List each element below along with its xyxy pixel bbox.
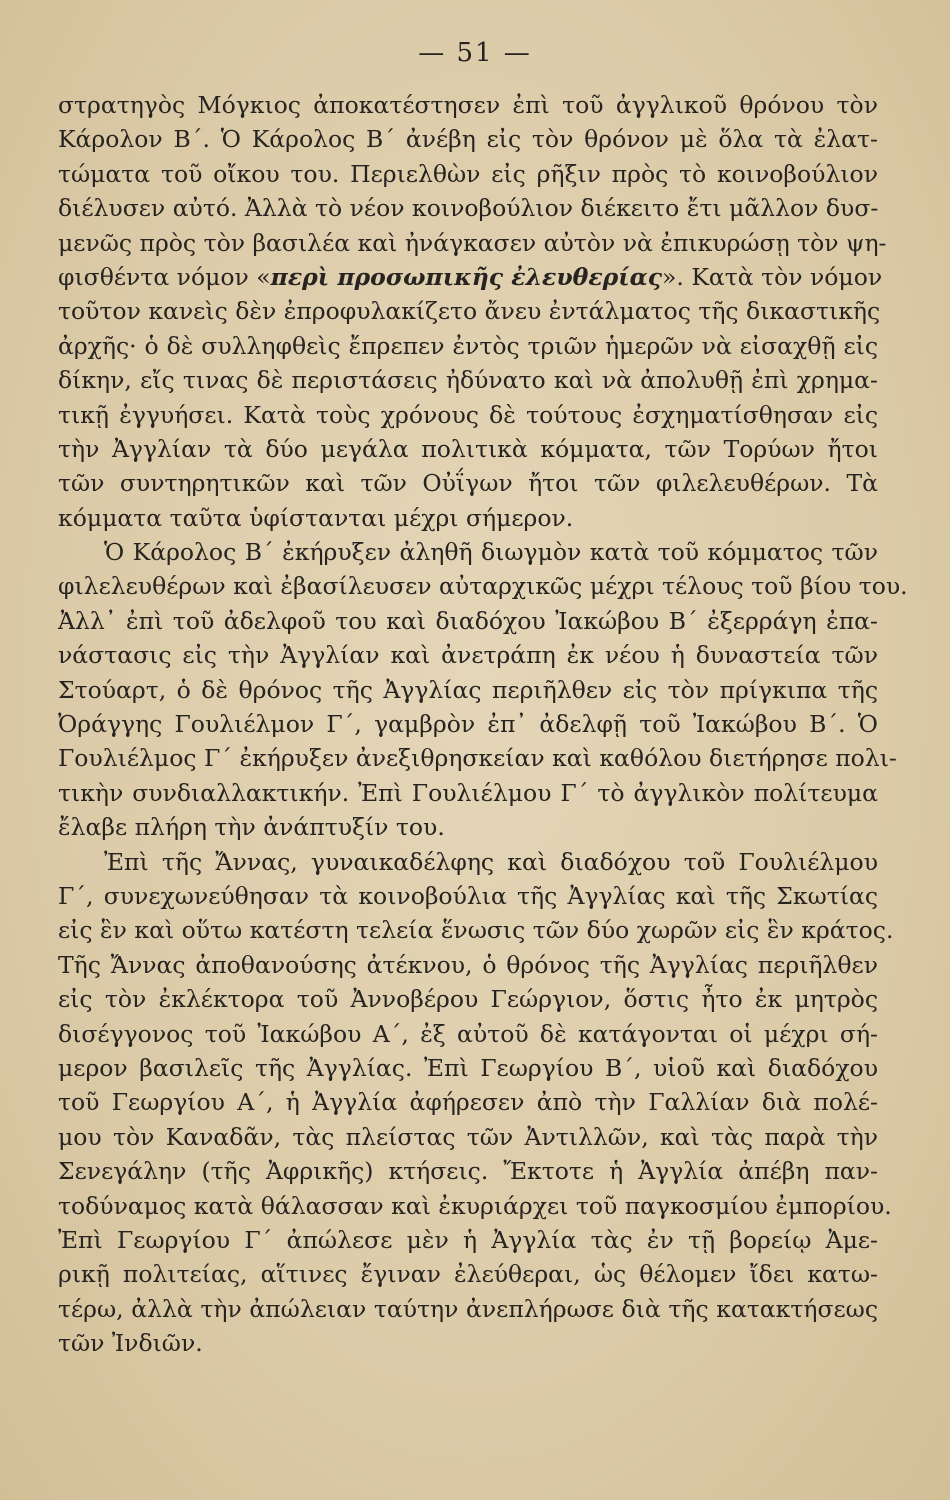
text-line: Γουλιέλμος Γ΄ ἐκήρυξεν ἀνεξιθρησκείαν καὶ καθόλου διετήρησε πολι-	[58, 744, 897, 773]
text-line: μενῶς πρὸς τὸν βασιλέα καὶ ἠνάγκασεν αὐτὸν νὰ ἐπικυρώσῃ τὸν ψη-	[58, 228, 887, 257]
text-line: Γ΄, συνεχωνεύθησαν τὰ κοινοβούλια τῆς Ἀγγλίας καὶ τῆς Σκωτίας	[58, 881, 878, 910]
text-line: φιλελευθέρων καὶ ἐβασίλευσεν αὐταρχικῶς μέχρι τέλους τοῦ βίου του.	[58, 572, 908, 601]
text-fragment: φισθέντα νόμον «	[58, 262, 271, 291]
text-line: Σενεγάλην (τῆς Ἀφρικῆς) κτήσεις. Ἔκτοτε ἡ Ἀγγλία ἀπέβη παν-	[58, 1157, 878, 1186]
text-line: τοῦτον κανεὶς δὲν ἐπροφυλακίζετο ἄνευ ἐντάλματος τῆς δικαστικῆς	[58, 297, 881, 326]
text-line: τῶν Ἰνδιῶν.	[58, 1329, 203, 1358]
paragraph-3	[58, 845, 894, 1361]
text-line: τικὴν συνδιαλλακτικήν. Ἐπὶ Γουλιέλμου Γ΄ τὸ ἀγγλικὸν πολίτευμα	[58, 778, 878, 807]
text-line: εἰς ἓν καὶ οὕτω κατέστη τελεία ἕνωσις τῶν δύο χωρῶν εἰς ἓν κράτος.	[58, 916, 894, 945]
text-line: Ὀράγγης Γουλιέλμον Γ΄, γαμβρὸν ἐπ᾿ ἀδελφῇ τοῦ Ἰακώβου Β΄. Ὁ	[58, 710, 878, 739]
text-line: Ἐπὶ Γεωργίου Γ΄ ἀπώλεσε μὲν ἡ Ἀγγλία τὰς ἐν τῇ βορείῳ Ἀμε-	[58, 1225, 878, 1254]
text-line: τέρω, ἀλλὰ τὴν ἀπώλειαν ταύτην ἀνεπλήρωσε διὰ τῆς κατακτήσεως	[58, 1294, 878, 1323]
text-line: Ἐπὶ τῆς Ἄννας, γυναικαδέλφης καὶ διαδόχου τοῦ Γουλιέλμου	[104, 847, 878, 876]
text-line: δισέγγονος τοῦ Ἰακώβου Α΄, ἐξ αὐτοῦ δὲ κατάγονται οἱ μέχρι σή-	[58, 1019, 878, 1048]
text-fragment: ». Κατὰ τὸν νόμον	[662, 262, 883, 291]
text-line: τώματα τοῦ οἴκου του. Περιελθὼν εἰς ρῆξιν πρὸς τὸ κοινοβούλιον	[58, 159, 878, 188]
paragraph-2	[58, 535, 908, 845]
body-text	[58, 88, 908, 1360]
text-line: τὴν Ἀγγλίαν τὰ δύο μεγάλα πολιτικὰ κόμματα, τῶν Τορύων ἤτοι	[58, 434, 878, 463]
text-line: ἀρχῆς· ὁ δὲ συλληφθεὶς ἔπρεπεν ἐντὸς τριῶν ἡμερῶν νὰ εἰσαχθῇ εἰς	[58, 331, 878, 360]
text-line: τῶν συντηρητικῶν καὶ τῶν Οὐΐγων ἤτοι τῶν φιλελευθέρων. Τὰ	[58, 469, 878, 498]
text-line: στρατηγὸς Μόγκιος ἀποκατέστησεν ἐπὶ τοῦ ἀγγλικοῦ θρόνου τὸν	[58, 91, 878, 119]
text-line: κόμματα ταῦτα ὑφίστανται μέχρι σήμερον.	[58, 503, 574, 532]
emphasized-phrase: περὶ προσωπικῆς ἐλευθερίας	[270, 262, 662, 291]
text-line: Τῆς Ἄννας ἀποθανούσης ἀτέκνου, ὁ θρόνος τῆς Ἀγγλίας περιῆλθεν	[58, 950, 878, 979]
text-line: Κάρολον Β΄. Ὁ Κάρολος Β΄ ἀνέβη εἰς τὸν θρόνον μὲ ὅλα τὰ ἐλατ-	[58, 125, 878, 154]
text-line: νάστασις εἰς τὴν Ἀγγλίαν καὶ ἀνετράπη ἐκ νέου ἡ δυναστεία τῶν	[58, 641, 878, 670]
paragraph-1	[58, 88, 887, 535]
text-line-emphasis	[58, 260, 883, 294]
text-line: μου τὸν Καναδᾶν, τὰς πλείστας τῶν Ἀντιλλῶν, καὶ τὰς παρὰ τὴν	[58, 1122, 878, 1151]
text-line: διέλυσεν αὐτό. Ἀλλὰ τὸ νέον κοινοβούλιον διέκειτο ἔτι μᾶλλον δυσ-	[58, 194, 879, 223]
text-line: εἰς τὸν ἐκλέκτορα τοῦ Ἀννοβέρου Γεώργιον, ὅστις ἦτο ἐκ μητρὸς	[58, 985, 878, 1014]
text-line: τοῦ Γεωργίου Α΄, ἡ Ἀγγλία ἀφήρεσεν ἀπὸ τὴν Γαλλίαν διὰ πολέ-	[58, 1088, 878, 1117]
page-number: — 51 —	[418, 38, 532, 68]
text-line: τικῇ ἐγγυήσει. Κατὰ τοὺς χρόνους δὲ τούτους ἐσχηματίσθησαν εἰς	[58, 400, 878, 429]
text-line: Στούαρτ, ὁ δὲ θρόνος τῆς Ἀγγλίας περιῆλθεν εἰς τὸν πρίγκιπα τῆς	[58, 675, 878, 704]
text-line: μερον βασιλεῖς τῆς Ἀγγλίας. Ἐπὶ Γεωργίου Β΄, υἱοῦ καὶ διαδόχου	[58, 1053, 878, 1082]
text-line: ρικῇ πολιτείας, αἵτινες ἔγιναν ἐλεύθεραι, ὡς θέλομεν ἴδει κατω-	[58, 1260, 878, 1289]
text-line: Ὁ Κάρολος Β΄ ἐκήρυξεν ἀληθῆ διωγμὸν κατὰ τοῦ κόμματος τῶν	[104, 538, 878, 567]
text-line: τοδύναμος κατὰ θάλασσαν καὶ ἐκυριάρχει τοῦ παγκοσμίου ἐμπορίου.	[58, 1191, 892, 1220]
text-line: δίκην, εἴς τινας δὲ περιστάσεις ἠδύνατο καὶ νὰ ἀπολυθῇ ἐπὶ χρημα-	[58, 366, 878, 395]
text-line: ἔλαβε πλήρη τὴν ἀνάπτυξίν του.	[58, 813, 445, 842]
text-line: Ἀλλ᾿ ἐπὶ τοῦ ἀδελφοῦ του καὶ διαδόχου Ἰακώβου Β΄ ἐξερράγη ἐπα-	[58, 606, 878, 635]
